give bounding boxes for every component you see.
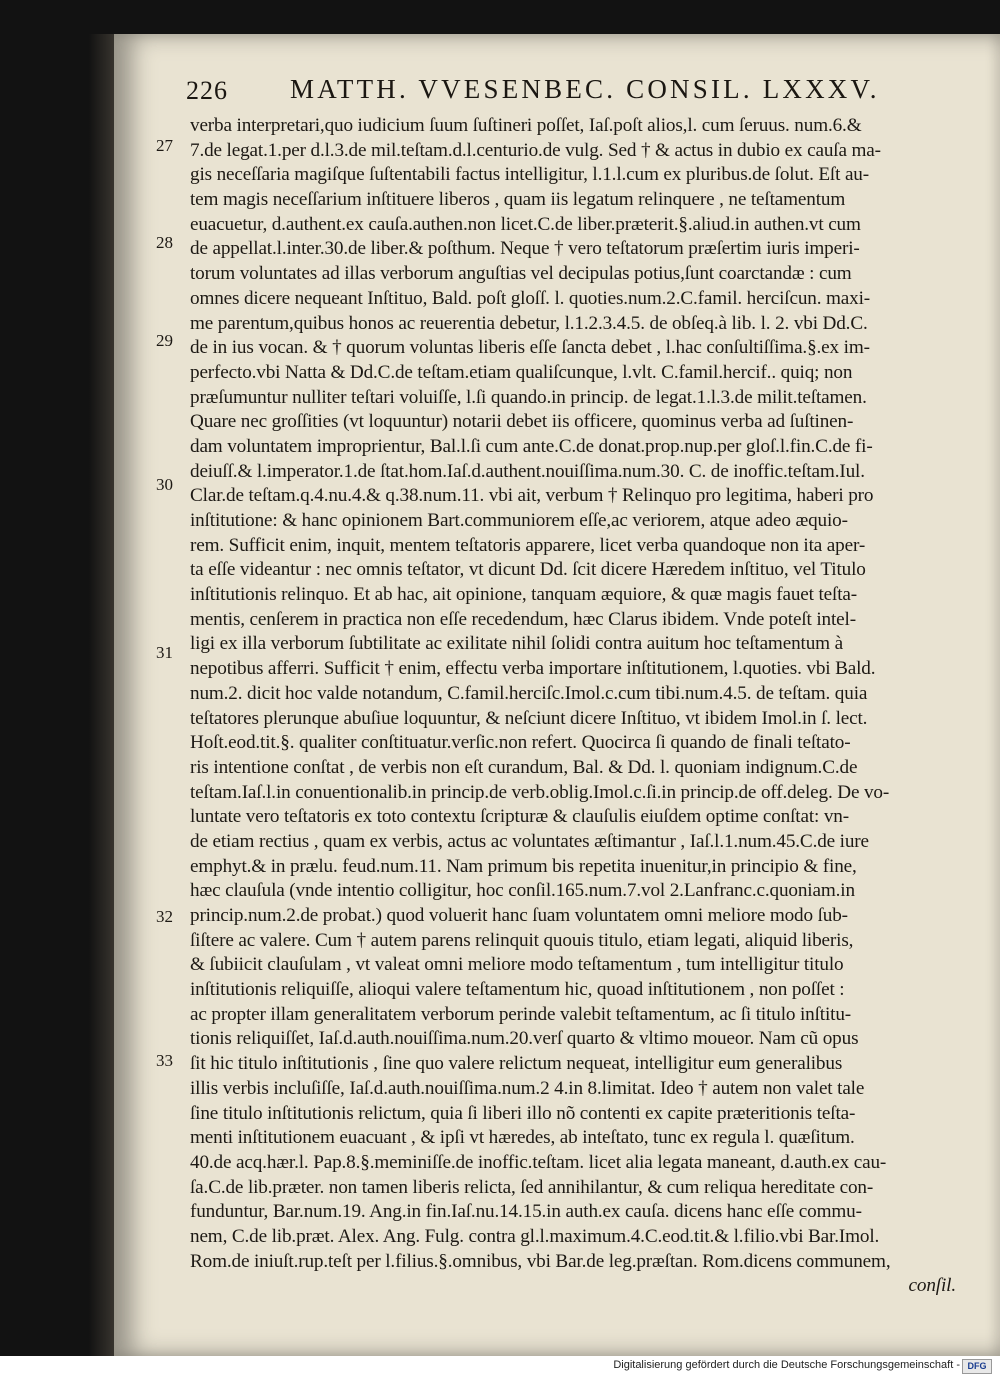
text-line: menti inſtitutionem euacuant , & ipſi vt hæredes, ab inteſtato, tunc ex regula l. quæſitum. [190, 1127, 855, 1149]
text-line: nem, C.de lib.præt. Alex. Ang. Fulg. contra gl.l.maximum.4.C.eod.tit.& l.filio.vbi Bar.Imol. [190, 1225, 880, 1247]
text-line: gis neceſſaria magiſque ſuſtentabili factus intelligitur, l.1.l.cum ex pluribus.de ſolut. Eſt au- [190, 164, 869, 186]
running-title: MATTH. VVESENBEC. CONSIL. LXXXV. [290, 74, 880, 104]
text-line: Quare nec groſſities (vt loquuntur) notarii debet iis officere, quominus verba ad ſuſtinen- [190, 411, 854, 433]
text-line: teſtatores plerunque abuſiue loquuntur, & neſciunt dicere Inſtituo, vt ibidem Imol.in ſ. lect. [190, 707, 868, 729]
margin-number: 27 [156, 136, 173, 155]
text-line: ſit hic titulo inſtitutionis , ſine quo valere relictum nequeat, intelligitur eum generalibus [190, 1053, 843, 1075]
text-line: tem magis neceſſarium inſtituere liberos , quam iis legatum relinquere , ne teſtamentum [190, 189, 846, 211]
page-number: 226 [186, 76, 228, 105]
text-line: funduntur, Bar.num.19. Ang.in fin.Iaſ.nu.14.15.in auth.ex cauſa. dicens hanc eſſe commu- [190, 1201, 862, 1223]
text-line: luntate vero teſtatoris ex toto contextu ſcripturæ & clauſulis eiuſdem optime conſtat: vn- [190, 806, 849, 828]
text-line: Clar.de teſtam.q.4.nu.4.& q.38.num.11. vbi ait, verbum † Relinquo pro legitima, haberi pro [190, 485, 874, 507]
text-line: rem. Sufficit enim, inquit, mentem teſtatoris apparere, licet verba quandoque non ita aper- [190, 534, 866, 556]
text-line: illis verbis incluſiſſe, Iaſ.d.auth.nouiſſima.num.2 4.in 8.limitat. Ideo † autem non valet tale [190, 1077, 865, 1099]
text-line: 7.de legat.1.per d.l.3.de mil.teſtam.d.l.centurio.de vulg. Sed † & actus in dubio ex cauſa ma- [190, 139, 881, 161]
text-line: me parentum,quibus honos ac reuerentia debetur, l.1.2.3.4.5. de obſeq.à lib. l. 2. vbi Dd.C. [190, 312, 868, 334]
text-line: ſine titulo inſtitutionis relictum, quia ſi liberi illo nõ contenti ex capite præteritionis teſta- [190, 1102, 856, 1124]
text-line: de etiam rectius , quam ex verbis, actus ac voluntates æſtimantur , Iaſ.l.1.num.45.C.de iure [190, 830, 869, 852]
text-line: ta eſſe videantur : nec omnis teſtator, vt dicunt Dd. ſcit dicere Hæredem inſtituo, vel Titulo [190, 559, 866, 581]
text-line: & ſubiicit clauſulam , vt valeat omni meliore modo teſtamentum , tum intelligitur titulo [190, 954, 844, 976]
footer-bar [0, 1356, 1000, 1376]
text-line: deiuſſ.& l.imperator.1.de ſtat.hom.Iaſ.d.authent.nouiſſima.num.30. C. de inoffic.teſtam.Iul. [190, 460, 865, 482]
margin-number: 30 [156, 475, 173, 494]
margin-number: 28 [156, 233, 173, 252]
text-line: Hoſt.eod.tit.§. qualiter conſtituatur.verſic.non refert. Quocirca ſi quando de finali teſtato- [190, 732, 851, 754]
dfg-logo: DFG [962, 1359, 992, 1374]
margin-notes [156, 114, 186, 1264]
text-line: de appellat.l.inter.30.de liber.& poſthum. Neque † vero teſtatorum præſertim iuris imperi- [190, 238, 860, 260]
text-line: verba interpretari,quo iudicium ſuum ſuſtineri poſſet, Iaſ.poſt alios,l. cum ſeruus. num.6.& [190, 115, 862, 136]
text-line: nepotibus afferri. Sufficit † enim, effectu verba importare inſtitutionem, l.quoties. vbi Bald. [190, 658, 876, 680]
text-line: Rom.de iniuſt.rup.teſt per l.filius.§.omnibus, vbi Bar.de leg.præſtan. Rom.dicens communem, [190, 1250, 891, 1272]
text-line: euacuetur, d.authent.ex cauſa.authen.non licet.C.de liber.præterit.§.aliud.in authen.vt cum [190, 213, 861, 235]
body-text [190, 114, 956, 1299]
text-line: ac propter illam generalitatem verborum perinde valebit teſtamentum, ac ſi titulo inſtitu- [190, 1003, 852, 1025]
book-gutter [88, 34, 116, 1356]
text-line: ris intentione conſtat , de verbis non eſt curandum, Bal. & Dd. l. quoniam indignum.C.de [190, 756, 858, 778]
text-line: tionis reliquiſſet, Iaſ.d.auth.nouiſſima.num.20.verſ quarto & vltimo moueor. Nam cũ opus [190, 1028, 859, 1050]
text-line: inſtitutione: & hanc opinionem Bart.communiorem eſſe,ac veriorem, atque adeo æquio- [190, 510, 848, 531]
text-line: emphyt.& in prælu. feud.num.11. Nam primum bis repetita inuenitur,in principio & fine, [190, 855, 857, 877]
text-line: de in ius vocan. & † quorum voluntas liberis eſſe ſancta debet , l.hac conſultiſſima.§.ex im- [190, 337, 870, 359]
funding-credit: Digitalisierung gefördert durch die Deutsche Forschungsgemeinschaft - [613, 1359, 960, 1371]
text-line: ſa.C.de lib.præter. non tamen liberis relicta, ſed annihilantur, & cum reliqua hereditate con- [190, 1176, 874, 1198]
margin-number: 31 [156, 643, 173, 662]
margin-number: 33 [156, 1051, 173, 1070]
margin-number: 29 [156, 331, 173, 350]
text-line: inſtitutionis reliquiſſe, alioqui valere teſtamentum hic, quoad inſtitutionem , non poſſet : [190, 979, 845, 1001]
text-line: num.2. dicit hoc valde notandum, C.famil.herciſc.Imol.c.cum tibi.num.4.5. de teſtam. quia [190, 682, 868, 704]
text-line: perfecto.vbi Natta & Dd.C.de teſtam.etiam qualiſcunque, l.vlt. C.famil.hercif.. quiq; non [190, 361, 853, 383]
catchword: conſil. [908, 1275, 956, 1297]
text-line: inſtitutionis relinquo. Et ab hac, ait opinione, tanquam æquiore, & quæ magis fauet teſta- [190, 584, 857, 606]
text-line: mentis, cenſerem in practica non eſſe recedendum, hæc Clarus ibidem. Vnde poteſt intel- [190, 608, 856, 630]
text-line: dam voluntatem improprientur, Bal.l.ſi cum ante.C.de donat.prop.nup.per gloſ.l.fin.C.de fi- [190, 435, 873, 457]
text-line: præſumuntur nulliter teſtari voluiſſe, l.ſi quando.in princip. de legat.1.l.3.de milit.teſtamen. [190, 386, 867, 408]
text-line: hæc clauſula (vnde intentio colligitur, hoc conſil.165.num.7.vol 2.Lanfranc.c.quoniam.in [190, 880, 855, 902]
text-line: 40.de acq.hær.l. Pap.8.§.meminiſſe.de inoffic.teſtam. licet alia legata maneant, d.auth.ex cau- [190, 1151, 887, 1173]
margin-number: 32 [156, 907, 173, 926]
text-line: ligi ex illa verborum ſubtilitate ac exilitate nihil ſolidi contra auitum hoc teſtamentum à [190, 633, 843, 655]
text-line: torum voluntates ad illas verborum anguſtias vel decipulas potius,ſunt coarctandæ : cum [190, 263, 852, 285]
text-line: omnes dicere nequeant Inſtituo, Bald. poſt gloſſ. l. quoties.num.2.C.famil. herciſcun. maxi- [190, 287, 871, 309]
running-head [186, 74, 886, 110]
text-line: teſtam.Iaſ.l.in conuentionalib.in princip.de verb.oblig.Imol.c.ſi.in princip.de off.deleg. De vo- [190, 781, 890, 803]
text-line: ſiſtere ac valere. Cum † autem parens relinquit quouis titulo, etiam legati, aliquid liberis, [190, 929, 854, 951]
text-line: princip.num.2.de probat.) quod voluerit hanc ſuam voluntatem omni meliore modo ſub- [190, 905, 848, 926]
